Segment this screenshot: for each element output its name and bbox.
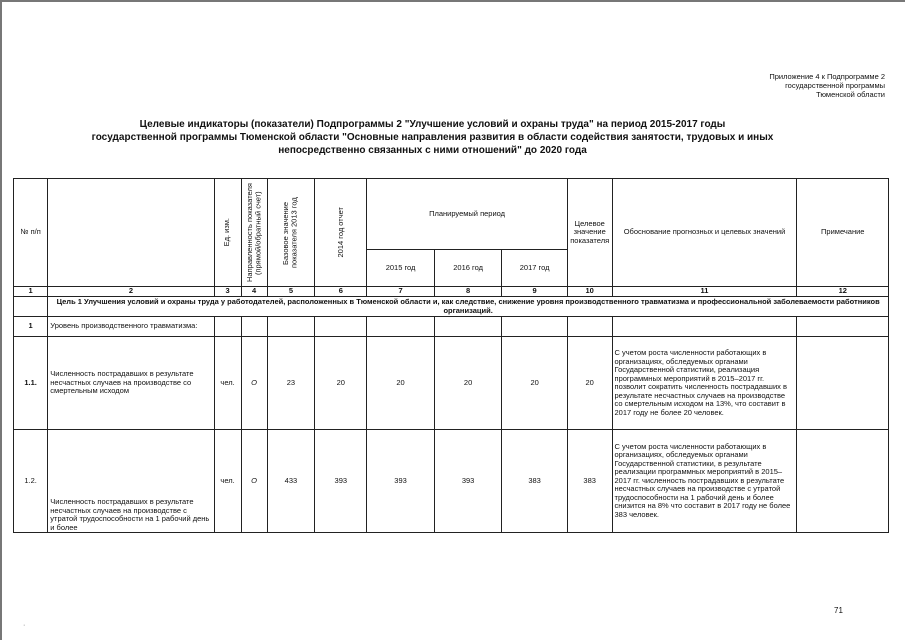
row-unit: чел. bbox=[214, 430, 241, 533]
row-target: 383 bbox=[567, 430, 612, 533]
section-name: Уровень производственного травматизма: bbox=[48, 317, 214, 337]
goal-row bbox=[14, 297, 889, 317]
header-row bbox=[14, 179, 889, 250]
row-justification: С учетом роста численности работающих в организациях, обследуемых органами Государственной статистики, в результате реализации программных мероприятий в 2015–2017 гг. численность пострадавших в результате несчастных случаев на производстве с утратой трудоспособности на 1 рабочий день и более снизится на 8% что составит в 2017 году не более 383 человек. bbox=[612, 430, 797, 533]
row-2016: 393 bbox=[434, 430, 502, 533]
scan-mark: · bbox=[23, 622, 26, 629]
row-note bbox=[797, 337, 889, 430]
indicators-table bbox=[13, 178, 889, 533]
header-direction bbox=[241, 179, 267, 287]
empty-cell bbox=[214, 317, 241, 337]
header-2017: 2017 год bbox=[502, 250, 567, 287]
row-report: 20 bbox=[315, 337, 367, 430]
header-direction-text: Направленность показателя (прямой/обратный счет) bbox=[244, 183, 263, 282]
header-note: Примечание bbox=[797, 179, 889, 287]
row-target: 20 bbox=[567, 337, 612, 430]
goal-spacer bbox=[14, 297, 48, 317]
scan-edge-top bbox=[0, 0, 905, 2]
row-2015: 393 bbox=[367, 430, 435, 533]
row-direction: О bbox=[241, 337, 267, 430]
row-note bbox=[797, 430, 889, 533]
header-unit bbox=[214, 179, 241, 287]
header-report-text: 2014 год отчет bbox=[335, 207, 345, 258]
row-2016: 20 bbox=[434, 337, 502, 430]
header-2016: 2016 год bbox=[434, 250, 502, 287]
colnum: 2 bbox=[48, 287, 214, 297]
header-target: Целевое значение показателя bbox=[567, 179, 612, 287]
column-number-row bbox=[14, 287, 889, 297]
empty-cell bbox=[241, 317, 267, 337]
row-num: 1.1. bbox=[14, 337, 48, 430]
title-line: Целевые индикаторы (показатели) Подпрограммы 2 "Улучшение условий и охраны труда" на период 2015-2017 годы bbox=[139, 119, 726, 130]
header-base bbox=[267, 179, 315, 287]
row-2017: 383 bbox=[502, 430, 567, 533]
document-title bbox=[60, 118, 805, 157]
colnum: 10 bbox=[567, 287, 612, 297]
colnum: 9 bbox=[502, 287, 567, 297]
colnum: 5 bbox=[267, 287, 315, 297]
header-planned: Планируемый период bbox=[367, 179, 568, 250]
section-row bbox=[14, 317, 889, 337]
row-name: Численность пострадавших в результате несчастных случаев на производстве со смертельным исходом bbox=[48, 337, 214, 430]
header-unit-text: Ед. изм. bbox=[222, 218, 232, 247]
table-row bbox=[14, 430, 889, 533]
colnum: 6 bbox=[315, 287, 367, 297]
colnum: 7 bbox=[367, 287, 435, 297]
empty-cell bbox=[797, 317, 889, 337]
appendix-note bbox=[705, 72, 885, 99]
title-line: непосредственно связанных с ними отношений" до 2020 года bbox=[278, 145, 587, 156]
colnum: 11 bbox=[612, 287, 797, 297]
empty-cell bbox=[567, 317, 612, 337]
page-number: 71 bbox=[834, 606, 843, 615]
row-name: Численность пострадавших в результате несчастных случаев на производстве с утратой трудоспособности на 1 рабочий день и более bbox=[48, 430, 214, 533]
row-base: 433 bbox=[267, 430, 315, 533]
appendix-line: Тюменской области bbox=[816, 90, 885, 99]
empty-cell bbox=[315, 317, 367, 337]
row-2017: 20 bbox=[502, 337, 567, 430]
row-direction: О bbox=[241, 430, 267, 533]
empty-cell bbox=[612, 317, 797, 337]
header-num: № п/п bbox=[14, 179, 48, 287]
header-base-line: показателя 2013 год bbox=[289, 197, 299, 268]
header-base-line: Базовое значение bbox=[281, 200, 291, 265]
header-2015: 2015 год bbox=[367, 250, 435, 287]
empty-cell bbox=[434, 317, 502, 337]
empty-cell bbox=[502, 317, 567, 337]
appendix-line: государственной программы bbox=[785, 81, 885, 90]
header-justification: Обоснование прогнозных и целевых значений bbox=[612, 179, 797, 287]
appendix-line: Приложение 4 к Подпрограмме 2 bbox=[769, 72, 885, 81]
colnum: 1 bbox=[14, 287, 48, 297]
empty-cell bbox=[267, 317, 315, 337]
colnum: 12 bbox=[797, 287, 889, 297]
row-report: 393 bbox=[315, 430, 367, 533]
colnum: 3 bbox=[214, 287, 241, 297]
section-num: 1 bbox=[14, 317, 48, 337]
row-justification: С учетом роста численности работающих в организациях, обследуемых органами Государственной статистики, реализация программных мероприятий в 2015–2017 гг. позволит сократить численность пострадавших в результате несчастных случаев на производстве со смертельным исходом на 13%, что составит в 2017 году не более 20 человек. bbox=[612, 337, 797, 430]
row-num: 1.2. bbox=[14, 430, 48, 533]
row-unit: чел. bbox=[214, 337, 241, 430]
row-2015: 20 bbox=[367, 337, 435, 430]
goal-text: Цель 1 Улучшения условий и охраны труда у работодателей, расположенных в Тюменской области и, как следствие, снижение уровня производственного травматизма и профессиональной заболеваемости работников организаций. bbox=[48, 297, 889, 317]
table-row bbox=[14, 337, 889, 430]
scan-edge-left bbox=[0, 0, 2, 640]
header-name bbox=[48, 179, 214, 287]
header-report bbox=[315, 179, 367, 287]
row-base: 23 bbox=[267, 337, 315, 430]
title-line: государственной программы Тюменской области "Основные направления развития в области содействия занятости, трудовых и иных bbox=[91, 132, 774, 143]
colnum: 8 bbox=[434, 287, 502, 297]
empty-cell bbox=[367, 317, 435, 337]
colnum: 4 bbox=[241, 287, 267, 297]
